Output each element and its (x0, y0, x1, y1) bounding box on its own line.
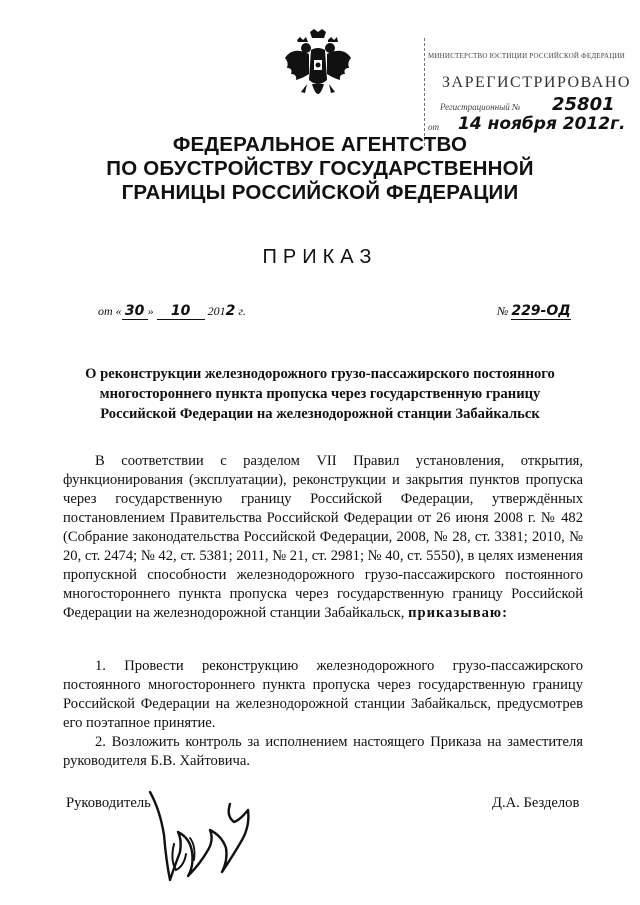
subject-line-3: Российской Федерации на железнодорожной станции Забайкальск (100, 406, 540, 422)
agency-line-2: ПО ОБУСТРОЙСТВУ ГОСУДАРСТВЕННОЙ (106, 157, 534, 180)
date-day: 30 (122, 303, 148, 320)
registration-stamp (420, 38, 630, 146)
stamp-ministry: МИНИСТЕРСТВО ЮСТИЦИИ РОССИЙСКОЙ ФЕДЕРАЦИИ (428, 52, 625, 60)
subject-line-1: О реконструкции железнодорожного грузо-пассажирского постоянного (85, 366, 555, 382)
order-item-2: 2. Возложить контроль за исполнением настоящего Приказа на заместителя руководителя Б.В. Хайтовича. (63, 734, 583, 769)
stamp-reg-number: 25801 (552, 94, 615, 115)
date-month: 10 (157, 303, 205, 320)
agency-line-1: ФЕДЕРАЛЬНОЕ АГЕНТСТВО (172, 133, 468, 156)
stamp-date-value: 14 ноября 2012г. (458, 114, 626, 134)
signatory-name: Д.А. Безделов (492, 795, 580, 811)
document-type: ПРИКАЗ (262, 246, 378, 268)
agency-line-3: ГРАНИЦЫ РОССИЙСКОЙ ФЕДЕРАЦИИ (121, 181, 519, 204)
subject-line-2: многостороннего пункта пропуска через государственную границу (99, 386, 541, 402)
stamp-border (424, 38, 426, 146)
date-mid: » (147, 304, 154, 318)
order-items (63, 657, 583, 771)
command-word: приказываю: (408, 605, 508, 621)
coat-of-arms-emblem (283, 28, 353, 110)
date-year-suffix: г. (235, 304, 246, 318)
preamble-paragraph (63, 452, 583, 623)
signatory-title: Руководитель (66, 795, 151, 811)
stamp-reg-label: Регистрационный № (440, 102, 521, 112)
agency-title (0, 133, 640, 205)
preamble-text: В соответствии с разделом VII Правил установления, открытия, функционирования (эксплуатации), реконструкции и закрытия пунктов пропуска через государственную границу Российской Федерации, утверждённых постановлением Правительства Российской Федерации от 26 июня 2008 г. № 482 (Собрание законодательства Российской Федерации, 2008, № 28, ст. 3381; 2010, № 20, ст. 2474; № 42, ст. 5381; 2011, № 21, ст. 2981; № 40, ст. 5550), в целях изменения пропускной способности железнодорожного грузо-пассажирского постоянного многостороннего пункта пропуска через государственную границу Российской Федерации на железнодорожной станции Забайкальск, (63, 453, 583, 621)
stamp-date-label: от (428, 122, 439, 132)
number-prefix: № (497, 304, 509, 318)
order-subject (60, 364, 580, 424)
date-year-digit: 2 (225, 303, 236, 319)
order-date (98, 303, 246, 320)
stamp-registered: ЗАРЕГИСТРИРОВАНО (442, 74, 631, 91)
handwritten-signature (130, 780, 260, 895)
order-item-1: 1. Провести реконструкцию железнодорожного грузо-пассажирского постоянного многостороннего пункта пропуска через государственную границу Российской Федерации на железнодорожной станции Забайкальск, предусмотрев его поэтапное принятие. (63, 658, 583, 731)
order-number (497, 303, 571, 320)
date-prefix: от « (98, 304, 122, 318)
date-year-prefix: 201 (207, 304, 226, 318)
number-value: 229-ОД (511, 303, 571, 319)
